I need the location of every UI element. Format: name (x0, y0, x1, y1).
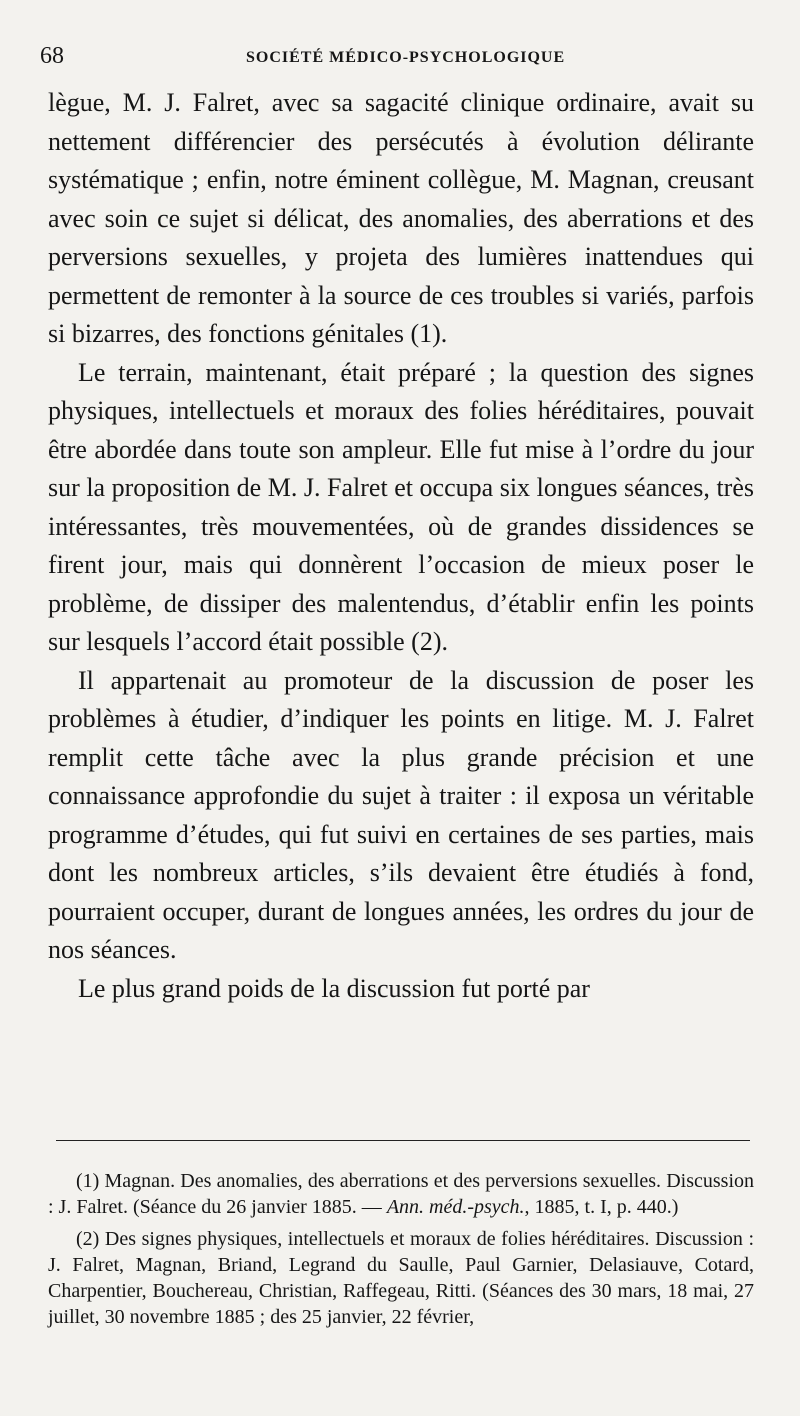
footnote-separator (56, 1140, 750, 1141)
page-header (40, 40, 760, 80)
footnote-1-text: (1) Magnan. Des anomalies, des aberrations et des perversions sexuelles. Discussion : J. Falret. (Séance du 26 janvier 1885. — (48, 1170, 754, 1219)
footnote-1-journal: Ann. méd.-psych. (386, 1196, 525, 1219)
paragraph-continuation: lègue, M. J. Falret, avec sa sagacité clinique ordinaire, avait su nettement différencier des persécutés à évolution délirante systématique ; enfin, notre éminent collègue, M. Magnan, creusant avec soin ce sujet si délicat, des anomalies, des aberrations et des perversions sexuelles, y projeta des lumières inattendues qui permettent de remonter à la source de ces troubles si variés, parfois si bizarres, des fonctions génitales (1). (48, 88, 754, 348)
paragraph-terrain: Le terrain, maintenant, était préparé ; la question des signes physiques, intellectuels et moraux des folies héréditaires, pouvait être abordée dans toute son ampleur. Elle fut mise à l’ordre du jour sur la proposition de M. J. Falret et occupa six longues séances, très intéressantes, très mouvementées, où de grandes dissidences se firent jour, mais qui donnèrent l’occasion de mieux poser le problème, de dissiper des malentendus, d’établir enfin les points sur lesquels l’accord était possible (2). (48, 357, 754, 656)
main-text (48, 84, 754, 1008)
footnote-1 (48, 1168, 754, 1221)
running-title: SOCIÉTÉ MÉDICO-PSYCHOLOGIQUE (246, 49, 566, 66)
footnote-1-reference: , 1885, t. I, p. 440.) (524, 1196, 679, 1219)
page-number: 68 (40, 43, 64, 69)
footnote-2: (2) Des signes physiques, intellectuels et moraux de folies héréditaires. Discussion : J. Falret, Magnan, Briand, Legrand du Saulle, Paul Garnier, Delasiauve, Cotard, Charpentier, Bouchereau, Christian, Raffegeau, Ritti. (Séances des 30 mars, 18 mai, 27 juillet, 30 novembre 1885 ; des 25 janvier, 22 février, (48, 1227, 754, 1329)
paragraph-poids: Le plus grand poids de la discussion fut porté par (78, 973, 590, 1003)
footnotes (48, 1168, 754, 1331)
paragraph-promoteur: Il appartenait au promoteur de la discussion de poser les problèmes à étudier, d’indiquer les points en litige. M. J. Falret remplit cette tâche avec la plus grande précision et une connaissance approfondie du sujet à traiter : il exposa un véritable programme d’études, qui fut suivi en certaines de ses parties, mais dont les nombreux articles, s’ils devaient être étudiés à fond, pourraient occuper, durant de longues années, les ordres du jour de nos séances. (48, 665, 754, 964)
